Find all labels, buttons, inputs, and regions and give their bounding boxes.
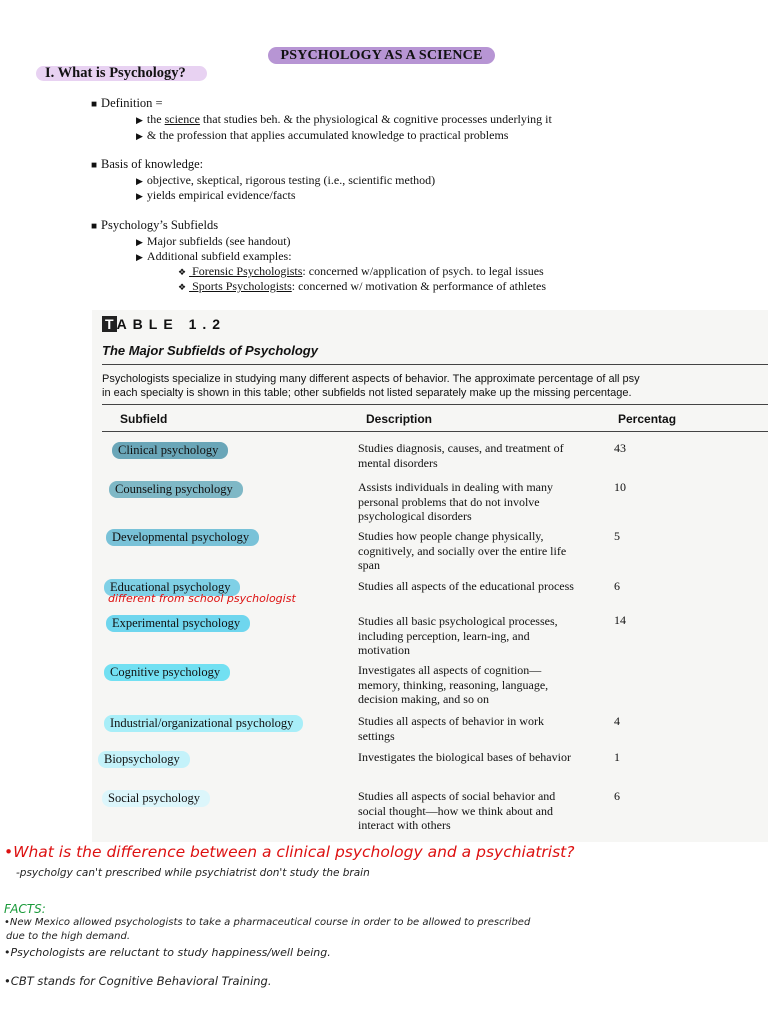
table-row-description: Studies all basic psychological processes, including perception, learn-ing, and motivation (358, 614, 558, 657)
table-row-description: Investigates all aspects of cognition—memory, thinking, reasoning, language, decision making, and so on (358, 663, 549, 706)
example-sports: ❖ Sports Psychologists: concerned w/ motivation & performance of athletes (178, 279, 546, 294)
basis-line-1: ▶ objective, skeptical, rigorous testing (i.e., scientific method) (136, 173, 435, 188)
table-row-percentage: 6 (614, 789, 620, 803)
col-header-percentage: Percentag (618, 412, 677, 426)
handwritten-answer: -psycholgy can't prescribed while psychiatrist don't study the brain (16, 867, 370, 879)
table-row-subfield: Social psychology (102, 790, 210, 807)
table-row-subfield: Clinical psychology (112, 442, 228, 459)
table-row-subfield: Developmental psychology (106, 529, 259, 546)
definition-label: ■ Definition = (91, 96, 163, 111)
table-row-subfield: Cognitive psychology (104, 664, 230, 681)
basis-label: ■ Basis of knowledge: (91, 157, 203, 172)
table-row-percentage: 6 (614, 579, 620, 593)
fact-1b: due to the high demand. (6, 931, 131, 942)
table-row-description: Studies diagnosis, causes, and treatment of mental disorders (358, 441, 564, 470)
col-header-subfield: Subfield (120, 412, 168, 426)
subfields-table (92, 310, 768, 842)
subfields-line-2: ▶ Additional subfield examples: (136, 249, 292, 264)
subfields-label: ■ Psychology’s Subfields (91, 218, 218, 233)
table-row-subfield: Educational psychology (104, 579, 240, 596)
page-title: PSYCHOLOGY AS A SCIENCE (268, 47, 495, 64)
fact-2: •Psychologists are reluctant to study happiness/well being. (4, 946, 331, 959)
table-row-percentage: 5 (614, 529, 620, 543)
table-row-subfield: Experimental psychology (106, 615, 250, 632)
table-rule-mid (102, 404, 768, 405)
table-row-description: Assists individuals in dealing with many personal problems that do not involve psychological disorders (358, 480, 553, 523)
table-row-subfield: Biopsychology (98, 751, 190, 768)
table-label: T ABLE 1.2 (102, 316, 226, 332)
definition-line-1: ▶ the science that studies beh. & the physiological & cognitive processes underlying it (136, 112, 552, 127)
fact-3: •CBT stands for Cognitive Behavioral Training. (4, 974, 272, 988)
example-forensic: ❖ Forensic Psychologists: concerned w/application of psych. to legal issues (178, 264, 544, 279)
facts-label: FACTS: (4, 902, 46, 916)
basis-line-2: ▶ yields empirical evidence/facts (136, 188, 296, 203)
col-header-description: Description (366, 412, 433, 426)
table-row-subfield: Industrial/organizational psychology (104, 715, 303, 732)
table-row-percentage: 4 (614, 714, 620, 728)
table-row-percentage: 14 (614, 613, 626, 627)
subfields-line-1: ▶ Major subfields (see handout) (136, 234, 291, 249)
table-row-description: Studies all aspects of social behavior and social thought—how we think about and interact with others (358, 789, 556, 832)
table-intro-1: Psychologists specialize in studying many different aspects of behavior. The approximate percentage of all psy (102, 373, 640, 385)
table-row-description: Studies how people change physically, cognitively, and socially over the entire life span (358, 529, 567, 572)
table-rule-header (102, 431, 768, 432)
table-row-percentage: 43 (614, 441, 626, 455)
table-rule-top (102, 364, 768, 365)
table-row-description: Studies all aspects of behavior in work settings (358, 714, 544, 743)
definition-line-2: ▶ & the profession that applies accumulated knowledge to practical problems (136, 128, 508, 143)
table-intro-2: in each specialty is shown in this table; other subfields not listed separately make up the missing percentage. (102, 387, 632, 399)
handwritten-question: •What is the difference between a clinical psychology and a psychiatrist? (4, 843, 575, 861)
science-term: science (164, 112, 200, 126)
section-heading: I. What is Psychology? (36, 66, 207, 81)
table-row-description: Studies all aspects of the educational process (358, 579, 574, 593)
table-title: The Major Subfields of Psychology (102, 343, 318, 358)
table-row-percentage: 10 (614, 480, 626, 494)
table-row-percentage: 1 (614, 750, 620, 764)
handwritten-annotation: different from school psychologist (108, 592, 296, 605)
fact-1a: •New Mexico allowed psychologists to take a pharmaceutical course in order to be allowed to prescribed (4, 917, 531, 928)
table-row-description: Investigates the biological bases of behavior (358, 750, 571, 764)
table-row-subfield: Counseling psychology (109, 481, 243, 498)
